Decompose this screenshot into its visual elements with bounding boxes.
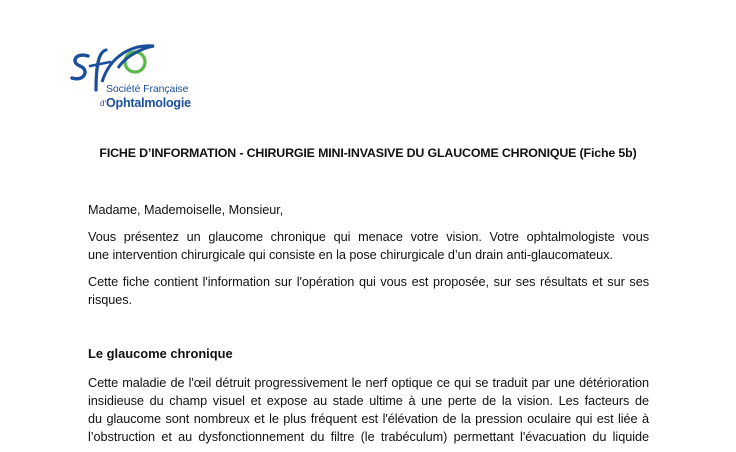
intro-line-1: Vous présentez un glaucome chronique qui menace votre vision. Votre ophtalmologiste vous (88, 230, 649, 244)
body-line-1: Cette maladie de l'œil détruit progressivement le nerf optique ce qui se traduit par une détérioration (88, 376, 649, 390)
salutation: Madame, Mademoiselle, Monsieur, (88, 203, 284, 217)
body-line-3: du glaucome sont nombreux et le plus fréquent est l'élévation de la pression oculaire qui est liée à (88, 412, 649, 426)
logo-text-prefix: d' (100, 99, 106, 108)
logo-text-line1: Société Française (106, 83, 189, 95)
body-line-4: l’obstruction et au dysfonctionnement du filtre (le trabéculum) permettant l'évacuation du liquide (88, 430, 649, 444)
body-line-2: insidieuse du champ visuel et expose au stade ultime à une perte de la vision. Les facteurs de (88, 394, 649, 408)
info-paragraph (88, 273, 649, 309)
info-line-1: Cette fiche contient l'information sur l'opération qui vous est proposée, sur ses résultats et sur ses (88, 275, 649, 289)
document-title: FICHE D’INFORMATION - CHIRURGIE MINI-INVASIVE DU GLAUCOME CHRONIQUE (Fiche 5b) (99, 146, 637, 160)
intro-line-2: une intervention chirurgicale qui consiste en la pose chirurgicale d’un drain anti-glaucomateux. (88, 248, 613, 262)
intro-paragraph (88, 228, 649, 264)
body-paragraph (88, 374, 649, 446)
logo-text-main: Ophtalmologie (105, 96, 191, 110)
sfo-logo (66, 38, 192, 110)
logo-text-line2 (100, 94, 191, 112)
info-line-2: risques. (88, 293, 133, 307)
section-heading: Le glaucome chronique (88, 346, 233, 361)
